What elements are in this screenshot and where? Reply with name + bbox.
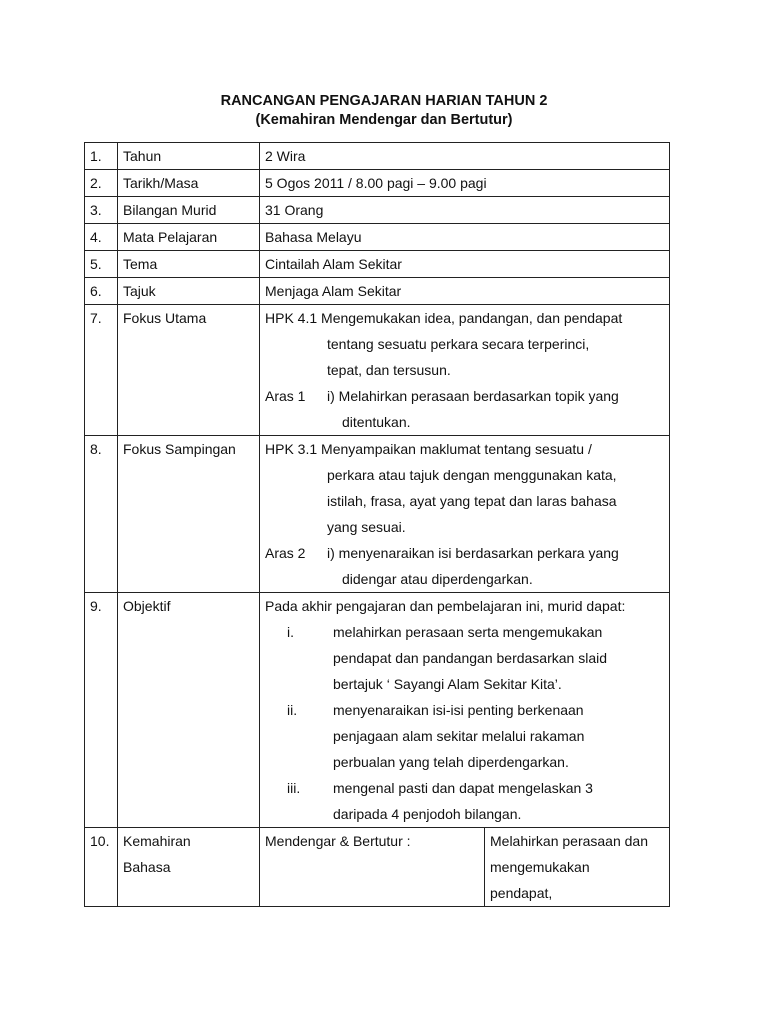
kemahiran-label-line: Bahasa [123, 859, 171, 875]
aras-text: didengar atau diperdengarkan. [342, 571, 533, 587]
objektif-item [265, 619, 664, 645]
row-number: 5. [85, 251, 118, 278]
objektif-content [260, 593, 670, 828]
table-row [85, 224, 670, 251]
row-label: Tarikh/Masa [118, 170, 260, 197]
table-row [85, 251, 670, 278]
fokus-line: perkara atau tajuk dengan menggunakan kata, [327, 467, 617, 483]
row-label: Bilangan Murid [118, 197, 260, 224]
fokus-line: tentang sesuatu perkara secara terperinci, [327, 336, 590, 352]
row-value: Menjaga Alam Sekitar [260, 278, 670, 305]
fokus-sampingan-content [260, 436, 670, 593]
row-number: 4. [85, 224, 118, 251]
kemahiran-right-line: mengemukakan [490, 859, 590, 875]
aras-text: i) Melahirkan perasaan berdasarkan topik yang [327, 388, 619, 404]
table-row-objektif [85, 593, 670, 828]
objektif-text: penjagaan alam sekitar melalui rakaman [333, 728, 585, 744]
roman-numeral: i. [287, 624, 294, 640]
row-label: Fokus Sampingan [118, 436, 260, 593]
row-label: Objektif [118, 593, 260, 828]
kemahiran-middle: Mendengar & Bertutur : [260, 828, 485, 907]
kemahiran-right [485, 828, 670, 907]
table-row-fokus-sampingan [85, 436, 670, 593]
aras-label: Aras 1 [265, 388, 306, 404]
lesson-plan-table [84, 142, 670, 907]
fokus-line: HPK 4.1 Mengemukakan idea, pandangan, dan pendapat [265, 310, 623, 326]
row-label: Tajuk [118, 278, 260, 305]
roman-numeral: iii. [287, 780, 301, 796]
row-label: Fokus Utama [118, 305, 260, 436]
fokus-line: yang sesuai. [327, 519, 406, 535]
fokus-line: istilah, frasa, ayat yang tepat dan laras bahasa [327, 493, 617, 509]
row-number: 2. [85, 170, 118, 197]
row-number: 8. [85, 436, 118, 593]
aras-text: ditentukan. [342, 414, 411, 430]
objektif-item [265, 697, 664, 723]
objektif-intro: Pada akhir pengajaran dan pembelajaran ini, murid dapat: [265, 598, 626, 614]
objektif-text: pendapat dan pandangan berdasarkan slaid [333, 650, 608, 666]
objektif-text: perbualan yang telah diperdengarkan. [333, 754, 569, 770]
table-row [85, 143, 670, 170]
table-row-fokus-utama [85, 305, 670, 436]
fokus-line: HPK 3.1 Menyampaikan maklumat tentang sesuatu / [265, 441, 592, 457]
objektif-item [265, 775, 664, 801]
row-number: 3. [85, 197, 118, 224]
row-value: 5 Ogos 2011 / 8.00 pagi – 9.00 pagi [260, 170, 670, 197]
objektif-text: menyenaraikan isi-isi penting berkenaan [333, 702, 584, 718]
table-row [85, 197, 670, 224]
row-number: 6. [85, 278, 118, 305]
table-row [85, 170, 670, 197]
document-header [0, 92, 768, 130]
row-value: 31 Orang [260, 197, 670, 224]
fokus-utama-content [260, 305, 670, 436]
table-row-kemahiran [85, 828, 670, 907]
kemahiran-right-line: Melahirkan perasaan dan [490, 833, 648, 849]
row-label: Tema [118, 251, 260, 278]
objektif-text: melahirkan perasaan serta mengemukakan [333, 624, 603, 640]
document-title: RANCANGAN PENGAJARAN HARIAN TAHUN 2 [220, 93, 548, 109]
row-value: 2 Wira [260, 143, 670, 170]
row-value: Bahasa Melayu [260, 224, 670, 251]
kemahiran-label-line: Kemahiran [123, 833, 191, 849]
objektif-text: mengenal pasti dan dapat mengelaskan 3 [333, 780, 593, 796]
row-label: Tahun [118, 143, 260, 170]
aras-label: Aras 2 [265, 545, 306, 561]
aras-text: i) menyenaraikan isi berdasarkan perkara yang [327, 545, 619, 561]
row-label: Mata Pelajaran [118, 224, 260, 251]
aras-line [265, 383, 664, 409]
table-row [85, 278, 670, 305]
kemahiran-right-line: pendapat, [490, 885, 553, 901]
fokus-line: tepat, dan tersusun. [327, 362, 451, 378]
row-number: 1. [85, 143, 118, 170]
objektif-text: bertajuk ‘ Sayangi Alam Sekitar Kita’. [333, 676, 562, 692]
row-number: 9. [85, 593, 118, 828]
row-label [118, 828, 260, 907]
document-subtitle: (Kemahiran Mendengar dan Bertutur) [255, 112, 513, 128]
roman-numeral: ii. [287, 702, 298, 718]
row-value: Cintailah Alam Sekitar [260, 251, 670, 278]
row-number: 10. [85, 828, 118, 907]
objektif-text: daripada 4 penjodoh bilangan. [333, 806, 522, 822]
aras-line [265, 540, 664, 566]
row-number: 7. [85, 305, 118, 436]
